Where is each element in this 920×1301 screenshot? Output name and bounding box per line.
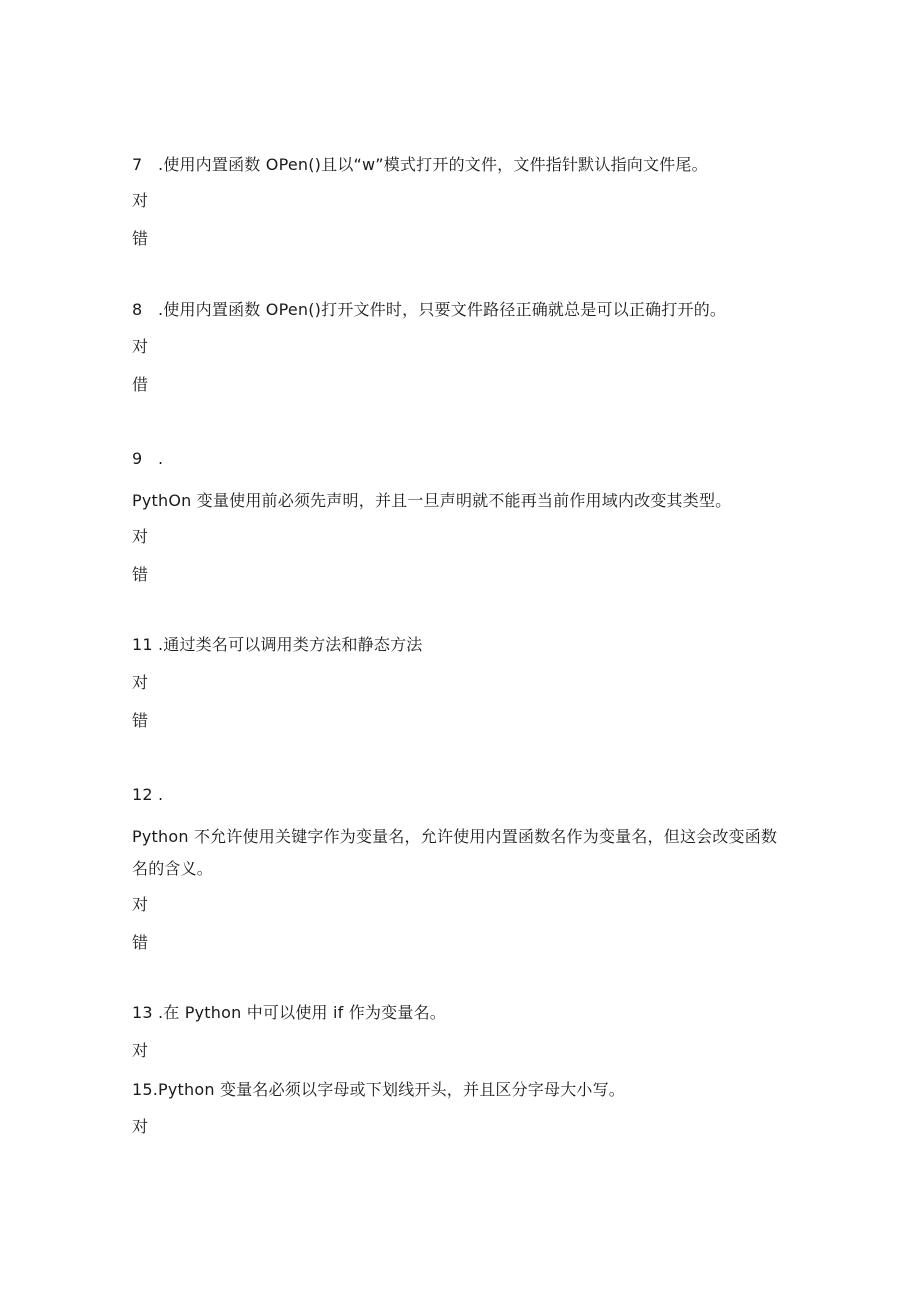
question-text: .通过类名可以调用类方法和静态方法: [158, 635, 423, 654]
question-9: [132, 448, 163, 470]
question-text: .: [158, 785, 164, 804]
option-false: 错: [132, 711, 149, 730]
option-true: 对: [132, 527, 149, 546]
option-true: 对: [132, 1041, 149, 1060]
question-body: PythOn 变量使用前必须先声明，并且一旦声明就不能再当前作用域内改变其类型。: [132, 491, 732, 510]
option-true: 对: [132, 337, 149, 356]
question-11: [132, 634, 423, 656]
question-number: 8: [132, 300, 143, 319]
question-12: [132, 784, 163, 806]
question-number: 7: [132, 155, 143, 174]
question-text: .使用内置函数 OPen()且以“w”模式打开的文件，文件指针默认指向文件尾。: [158, 155, 708, 174]
question-number: 12: [132, 785, 153, 804]
option-false: 错: [132, 565, 149, 584]
option-false: 借: [132, 375, 149, 394]
question-number: 9: [132, 449, 143, 468]
question-number: 11: [132, 635, 153, 654]
option-false: 错: [132, 933, 149, 952]
option-true: 对: [132, 895, 149, 914]
question-text: .: [158, 449, 164, 468]
option-true: 对: [132, 673, 149, 692]
option-true: 对: [132, 1117, 149, 1136]
question-15: [132, 1079, 625, 1101]
question-text: 15.Python 变量名必须以字母或下划线开头，并且区分字母大小写。: [132, 1080, 625, 1099]
question-8: [132, 299, 726, 321]
option-true: 对: [132, 191, 149, 210]
question-13: [132, 1002, 446, 1024]
question-7: [132, 154, 708, 176]
question-body: Python 不允许使用关键字作为变量名，允许使用内置函数名作为变量名，但这会改变函数名的含义。: [132, 827, 778, 878]
question-text: .在 Python 中可以使用 if 作为变量名。: [158, 1003, 446, 1022]
option-false: 错: [132, 229, 149, 248]
question-number: 13: [132, 1003, 153, 1022]
question-text: .使用内置函数 OPen()打开文件时，只要文件路径正确就总是可以正确打开的。: [158, 300, 727, 319]
